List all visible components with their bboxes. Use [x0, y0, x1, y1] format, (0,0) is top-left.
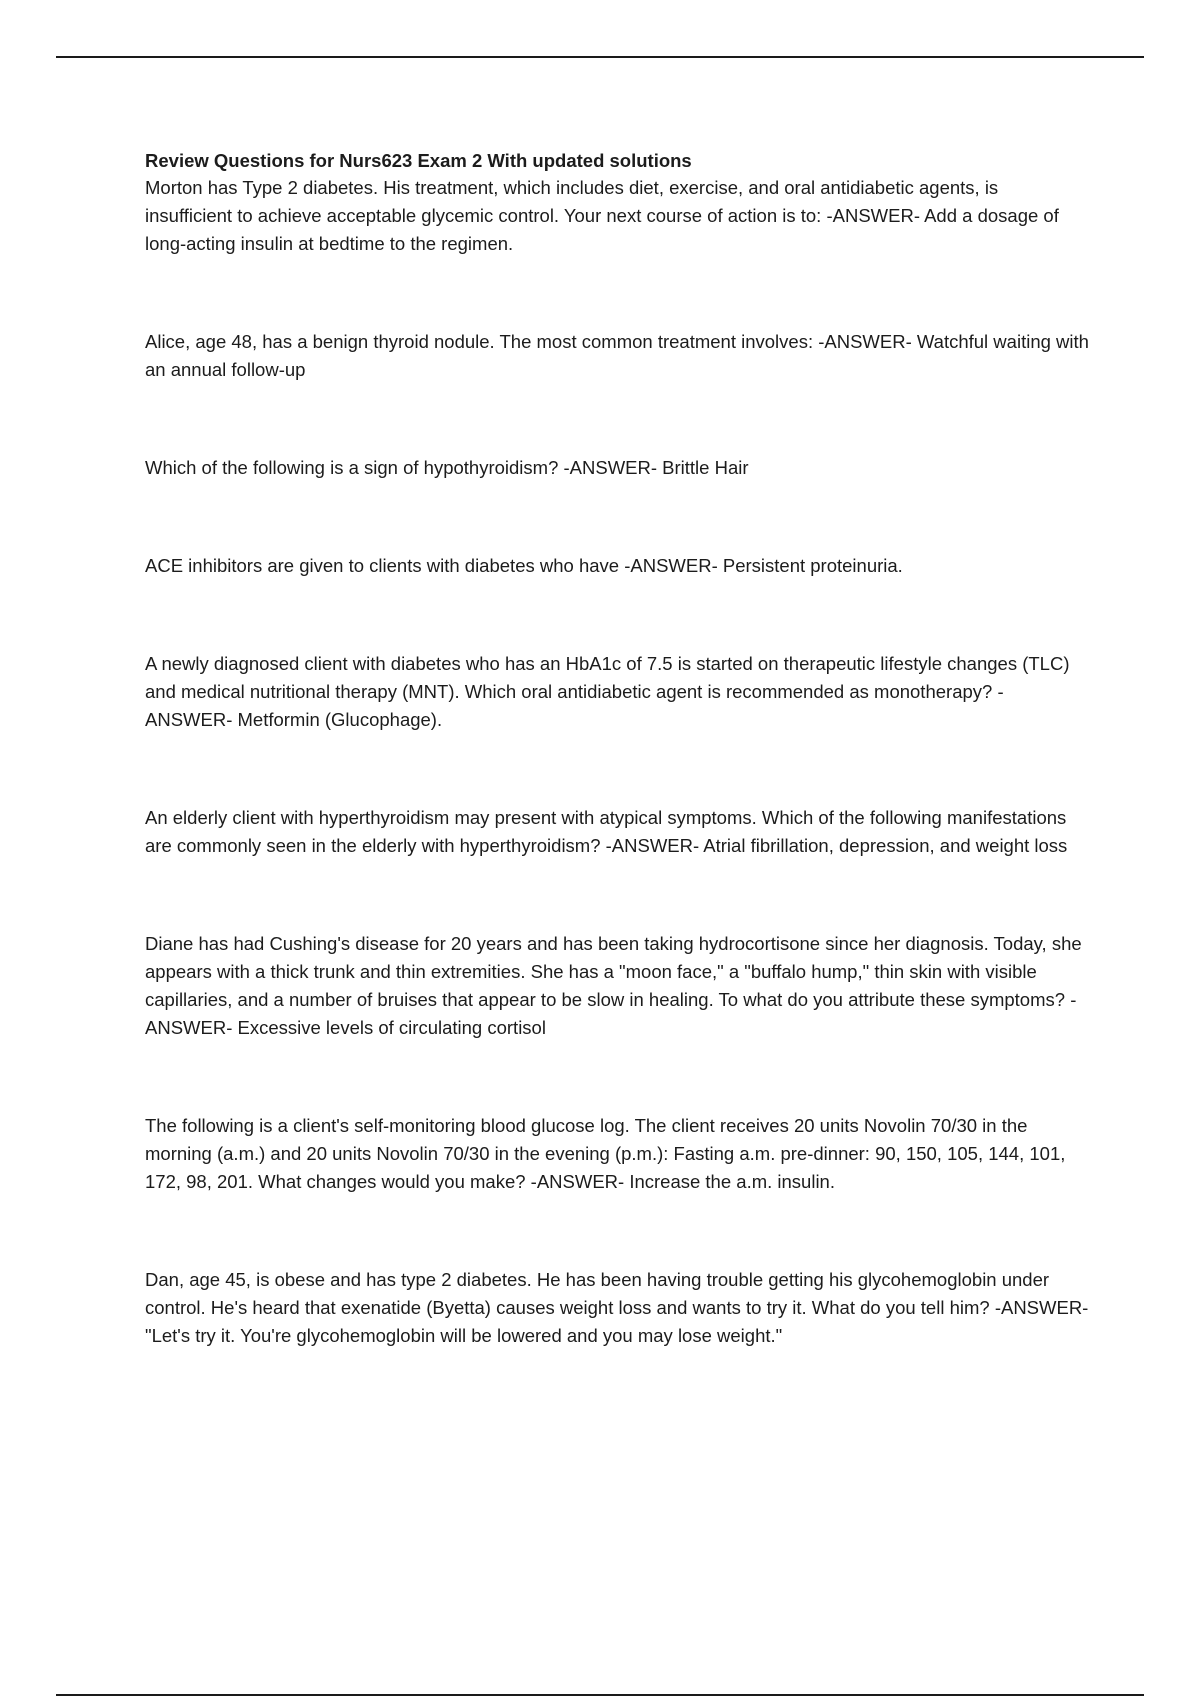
qa-item: Diane has had Cushing's disease for 20 years and has been taking hydrocortisone since her diagnosis. Today, she appears with a thick trunk and thin extremities. She has a "moon face," a "buffalo hump," thin skin with visible capillaries, and a number of bruises that appear to be slow in healing. To what do you attribute these symptoms? -ANSWER- Excessive levels of circulating cortisol — [145, 933, 1082, 1038]
qa-item: ACE inhibitors are given to clients with diabetes who have -ANSWER- Persistent proteinuria. — [145, 555, 903, 576]
top-rule — [56, 56, 1144, 58]
qa-item: The following is a client's self-monitoring blood glucose log. The client receives 20 units Novolin 70/30 in the morning (a.m.) and 20 units Novolin 70/30 in the evening (p.m.): Fasting a.m. pre-dinner: 90, 150, 105, 144, 101, 172, 98, 201. What changes would you make? -ANSWER- Increase the a.m. insulin. — [145, 1115, 1066, 1192]
qa-item: An elderly client with hyperthyroidism may present with atypical symptoms. Which of the following manifestations are commonly seen in the elderly with hyperthyroidism? -ANSWER- Atrial fibrillation, depression, and weight loss — [145, 807, 1068, 856]
qa-item: Morton has Type 2 diabetes. His treatment, which includes diet, exercise, and oral antidiabetic agents, is insufficient to achieve acceptable glycemic control. Your next course of action is to: -ANSWER- Add a dosage of long-acting insulin at bedtime to the regimen. — [145, 177, 1059, 254]
qa-item: A newly diagnosed client with diabetes who has an HbA1c of 7.5 is started on therapeutic lifestyle changes (TLC) and medical nutritional therapy (MNT). Which oral antidiabetic agent is recommended as monotherapy? -ANSWER- Metformin (Glucophage). — [145, 653, 1070, 730]
qa-item: Alice, age 48, has a benign thyroid nodule. The most common treatment involves: -ANSWER- Watchful waiting with an annual follow-up — [145, 331, 1089, 380]
bottom-rule — [56, 1694, 1144, 1696]
document-body — [145, 147, 1090, 1350]
qa-item: Which of the following is a sign of hypothyroidism? -ANSWER- Brittle Hair — [145, 457, 749, 478]
document-title: Review Questions for Nurs623 Exam 2 With updated solutions — [145, 150, 692, 171]
qa-item: Dan, age 45, is obese and has type 2 diabetes. He has been having trouble getting his glycohemoglobin under control. He's heard that exenatide (Byetta) causes weight loss and wants to try it. What do you tell him? -ANSWER- "Let's try it. You're glycohemoglobin will be lowered and you may lose weight." — [145, 1269, 1089, 1346]
